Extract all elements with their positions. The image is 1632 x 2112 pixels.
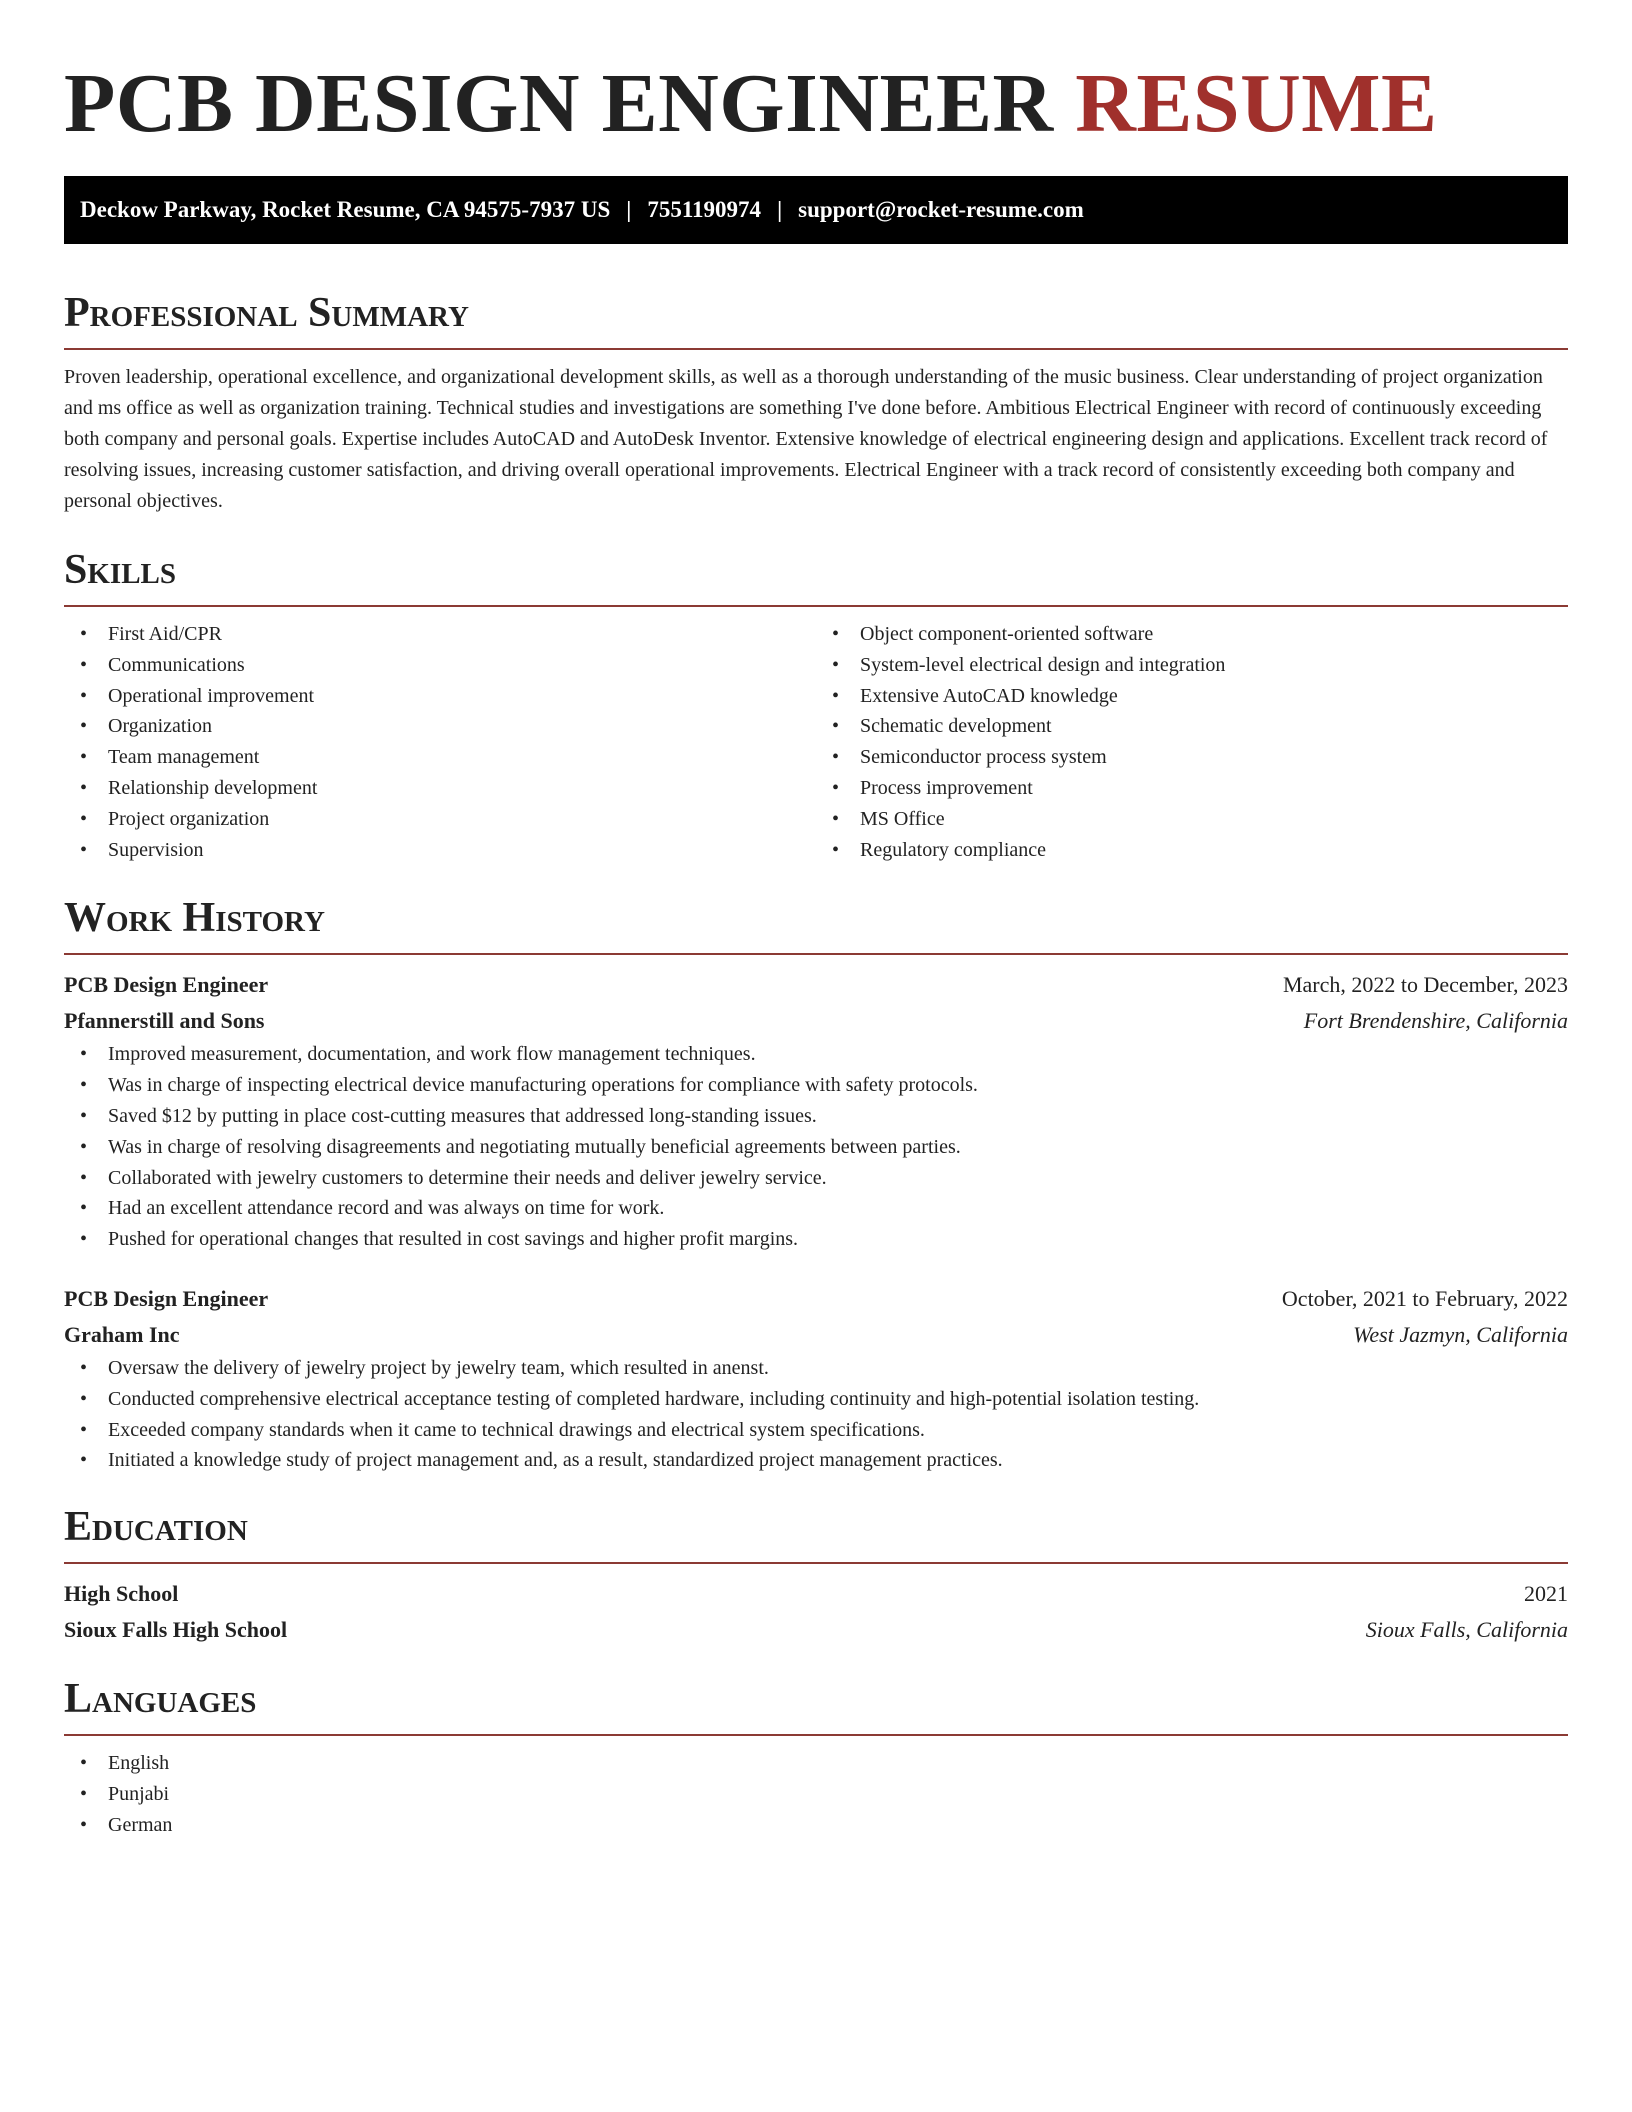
skill-item: • Operational improvement — [64, 681, 816, 712]
job-list — [64, 967, 1568, 1476]
summary-text: Proven leadership, operational excellence, and organizational development skills, as well as a thorough understanding of the music business. Clear understanding of project organization and ms office as well as organization training. Technical studies and investigations are something I've done before. Ambitious Electrical Engineer with record of continuously exceeding both company and personal goals. Expertise includes AutoCAD and AutoDesk Inventor. Extensive knowledge of electrical engineering design and applications. Excellent track record of resolving issues, increasing customer satisfaction, and driving overall operational improvements. Electrical Engineer with a track record of consistently exceeding both company and personal objectives. — [64, 366, 1548, 512]
job-bullet: • Oversaw the delivery of jewelry project by jewelry team, which resulted in anenst. — [64, 1353, 1568, 1384]
resume-title — [64, 56, 1568, 152]
skill-item: • Project organization — [64, 804, 816, 835]
job-dates: March, 2022 to December, 2023 — [1282, 972, 1568, 998]
skill-item: • Supervision — [64, 835, 816, 866]
job-company-row — [64, 1317, 1568, 1353]
section-heading-education: Education — [64, 1504, 248, 1551]
contact-phone[interactable]: 7551190974 — [647, 197, 762, 222]
education-row-1 — [64, 1576, 1568, 1612]
job-bullet: • Improved measurement, documentation, and work flow management techniques. — [64, 1039, 1568, 1070]
job-header-row — [64, 1281, 1568, 1317]
job-header-row — [64, 967, 1568, 1003]
job-bullet: • Initiated a knowledge study of project management and, as a result, standardized project management practices. — [64, 1445, 1568, 1476]
job-bullet: • Pushed for operational changes that resulted in cost savings and higher profit margins. — [64, 1224, 1568, 1255]
skill-item: • MS Office — [816, 804, 1568, 835]
job-bullet: • Had an excellent attendance record and was always on time for work. — [64, 1193, 1568, 1224]
education-location: Sioux Falls, California — [1365, 1617, 1568, 1643]
section-heading-skills: Skills — [64, 547, 177, 593]
job-entry — [64, 967, 1568, 1255]
section-heading-summary: Professional Summary — [64, 290, 469, 336]
skill-item: • First Aid/CPR — [64, 619, 816, 650]
job-bullet: • Was in charge of inspecting electrical device manufacturing operations for compliance with safety protocols. — [64, 1070, 1568, 1101]
job-bullet: • Conducted comprehensive electrical acceptance testing of completed hardware, including continuity and high-potential isolation testing. — [64, 1384, 1568, 1415]
section-heading-languages: Languages — [64, 1676, 257, 1723]
skill-item: • System-level electrical design and integration — [816, 650, 1568, 681]
education-row-2 — [64, 1612, 1568, 1648]
job-company: Graham Inc — [64, 1321, 180, 1347]
job-title: PCB Design Engineer — [64, 972, 269, 998]
languages-list — [64, 1748, 1568, 1840]
job-bullet: • Exceeded company standards when it came to technical drawings and electrical system specifications. — [64, 1415, 1568, 1446]
summary-section — [64, 288, 1568, 517]
language-item: • Punjabi — [64, 1779, 1568, 1810]
language-item: • English — [64, 1748, 1568, 1779]
job-entry — [64, 1281, 1568, 1476]
section-divider — [64, 953, 1568, 955]
education-degree: High School — [64, 1581, 179, 1607]
contact-separator: | — [777, 197, 783, 222]
job-company-row — [64, 1003, 1568, 1039]
skills-section — [64, 545, 1568, 865]
skill-item: • Regulatory compliance — [816, 835, 1568, 866]
job-bullet: • Collaborated with jewelry customers to determine their needs and deliver jewelry service. — [64, 1163, 1568, 1194]
work-section — [64, 893, 1568, 1476]
section-heading-work: Work History — [64, 895, 325, 942]
job-dates: October, 2021 to February, 2022 — [1281, 1285, 1568, 1311]
title-main: PCB DESIGN ENGINEER — [64, 57, 1054, 150]
job-bullets — [64, 1039, 1568, 1255]
contact-bar — [64, 176, 1568, 244]
job-location: West Jazmyn, California — [1353, 1321, 1568, 1347]
skill-item: • Extensive AutoCAD knowledge — [816, 681, 1568, 712]
skill-item: • Team management — [64, 742, 816, 773]
job-bullet: • Was in charge of resolving disagreements and negotiating mutually beneficial agreements between parties. — [64, 1132, 1568, 1163]
job-bullet: • Saved $12 by putting in place cost-cutting measures that addressed long-standing issues. — [64, 1101, 1568, 1132]
language-item: • German — [64, 1810, 1568, 1841]
skill-item: • Relationship development — [64, 773, 816, 804]
skill-item: • Communications — [64, 650, 816, 681]
skill-item: • Process improvement — [816, 773, 1568, 804]
title-accent: RESUME — [1075, 57, 1438, 150]
contact-address: Deckow Parkway, Rocket Resume, CA 94575-7937 US — [80, 197, 611, 222]
section-divider — [64, 605, 1568, 607]
education-section — [64, 1502, 1568, 1648]
contact-separator: | — [626, 197, 632, 222]
languages-section — [64, 1674, 1568, 1840]
skills-list-left — [64, 619, 816, 865]
job-company: Pfannerstill and Sons — [64, 1008, 265, 1034]
job-title: PCB Design Engineer — [64, 1285, 269, 1311]
job-bullets — [64, 1353, 1568, 1476]
section-divider — [64, 1734, 1568, 1736]
skill-item: • Semiconductor process system — [816, 742, 1568, 773]
job-location: Fort Brendenshire, California — [1303, 1008, 1568, 1034]
skill-item: • Object component-oriented software — [816, 619, 1568, 650]
skills-list-right — [816, 619, 1568, 865]
skills-grid — [64, 619, 1568, 865]
section-divider — [64, 1562, 1568, 1564]
contact-email[interactable]: support@rocket-resume.com — [798, 197, 1084, 222]
skill-item: • Schematic development — [816, 711, 1568, 742]
education-school: Sioux Falls High School — [64, 1617, 288, 1643]
section-divider — [64, 348, 1568, 350]
skill-item: • Organization — [64, 711, 816, 742]
education-year: 2021 — [1524, 1581, 1568, 1607]
